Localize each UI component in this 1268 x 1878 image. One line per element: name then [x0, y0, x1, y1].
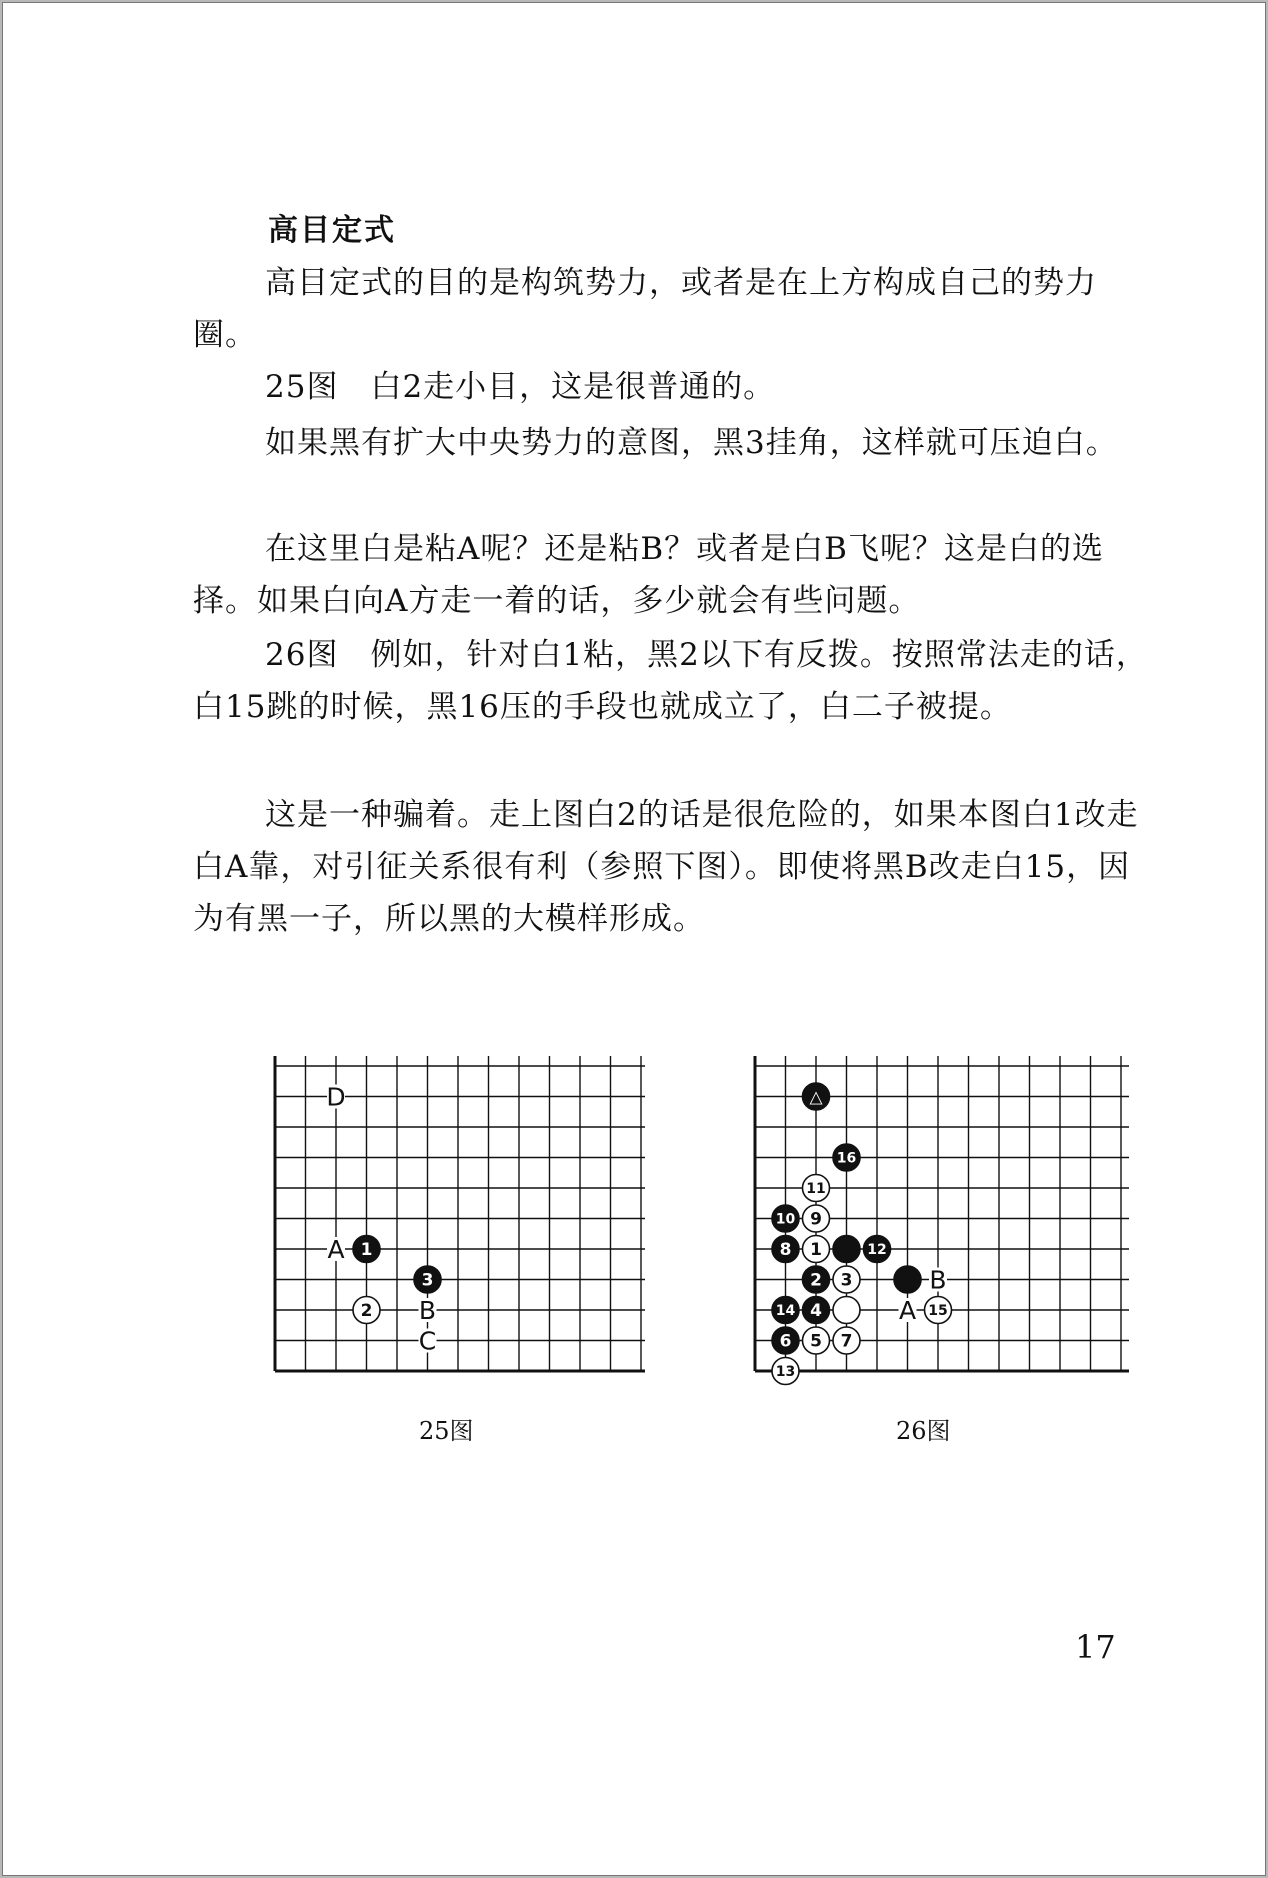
- paragraph-4: 在这里白是粘A呢？还是粘B？或者是白B飞呢？这是白的选择。如果白向A方走一着的话，多少就会有些问题。: [193, 531, 1104, 619]
- stone-label: 5: [810, 1331, 822, 1352]
- stone-label: 3: [421, 1270, 434, 1291]
- page-number: 17: [1075, 1628, 1116, 1666]
- stone-label: 4: [810, 1301, 822, 1322]
- section-heading: 高目定式: [268, 213, 396, 248]
- black-stone: [833, 1236, 860, 1263]
- board-letter-c: C: [418, 1326, 437, 1356]
- board-letter-b: B: [929, 1265, 947, 1295]
- stone-label: 9: [810, 1209, 822, 1230]
- stone-label: △: [809, 1087, 823, 1108]
- stone-label: 6: [779, 1331, 792, 1352]
- stone-label: 2: [360, 1301, 373, 1322]
- paragraph-2: 25图 白2走小目，这是很普通的。: [265, 369, 776, 405]
- diagram-26-caption: 26图: [896, 1417, 951, 1445]
- stone-label: 15: [928, 1303, 948, 1320]
- white-stone: [833, 1297, 860, 1324]
- stone-label: 8: [779, 1240, 792, 1261]
- diagram-25-caption: 25图: [419, 1417, 474, 1445]
- black-stone: [894, 1266, 921, 1293]
- book-page: [2, 2, 1266, 1876]
- stone-label: 14: [775, 1303, 796, 1320]
- go-board-diagram-25: [265, 1048, 645, 1388]
- paragraph-3: 如果黑有扩大中央势力的意图，黑3挂角，这样就可压迫白。: [265, 425, 1118, 461]
- board-letter-b: B: [418, 1296, 437, 1325]
- board-letter-d: D: [326, 1082, 346, 1112]
- stone-label: 11: [806, 1181, 826, 1198]
- stone-label: 12: [867, 1242, 887, 1259]
- stone-label: 7: [840, 1331, 853, 1352]
- paragraph-6: 这是一种骗着。走上图白2的话是很危险的，如果本图白1改走白A靠，对引征关系很有利（参照下图）。即使将黑B改走白15，因为有黑一子，所以黑的大模样形成。: [193, 797, 1139, 937]
- stone-label: 1: [360, 1240, 373, 1261]
- board-letter-a: A: [327, 1235, 345, 1264]
- stone-label: 16: [836, 1150, 857, 1167]
- board-letter-a: A: [898, 1296, 917, 1325]
- stone-label: 1: [810, 1240, 822, 1261]
- stone-label: 2: [810, 1270, 822, 1291]
- go-board-diagram-26: [745, 1048, 1135, 1388]
- stone-label: 10: [775, 1211, 796, 1228]
- stone-label: 3: [840, 1270, 853, 1291]
- paragraph-1: 高目定式的目的是构筑势力，或者是在上方构成自己的势力圈。: [193, 265, 1097, 353]
- paragraph-5: 26图 例如，针对白1粘，黑2以下有反拨。按照常法走的话，白15跳的时候，黑16压的手段也就成立了，白二子被提。: [193, 637, 1148, 725]
- stone-label: 13: [775, 1364, 796, 1381]
